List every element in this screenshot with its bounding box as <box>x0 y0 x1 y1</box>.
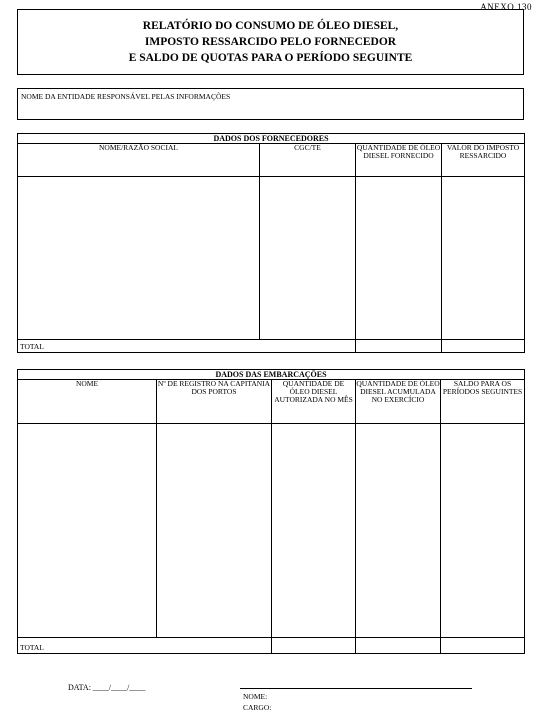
suppliers-table <box>17 133 525 353</box>
suppliers-total-tax-cell[interactable] <box>442 340 525 353</box>
col-header-balance: SALDO PARA OS PERÍODOS SEGUINTES <box>441 380 525 424</box>
suppliers-name-cell[interactable] <box>18 177 260 340</box>
form-title <box>17 9 524 75</box>
suppliers-total-row <box>18 340 525 353</box>
vessels-name-cell[interactable] <box>18 424 157 638</box>
title-line-1: RELATÓRIO DO CONSUMO DE ÓLEO DIESEL, <box>142 20 399 32</box>
vessels-total-label: TOTAL <box>18 638 272 654</box>
suppliers-tax-cell[interactable] <box>442 177 525 340</box>
vessels-authorized-cell[interactable] <box>272 424 356 638</box>
vessels-balance-cell[interactable] <box>441 424 525 638</box>
title-line-3: E SALDO DE QUOTAS PARA O PERÍODO SEGUINTE <box>128 52 413 64</box>
suppliers-cgc-cell[interactable] <box>260 177 356 340</box>
title-line-2: IMPOSTO RESSARCIDO PELO FORNECEDOR <box>144 36 397 48</box>
signer-role-label: CARGO: <box>243 703 272 712</box>
vessels-section-title: DADOS DAS EMBARCAÇÕES <box>18 370 525 380</box>
col-header-cgc: CGC/TE <box>260 144 356 177</box>
vessels-total-authorized-cell[interactable] <box>272 638 356 654</box>
suppliers-total-label: TOTAL <box>18 340 356 353</box>
annex-number: ANEXO 130 <box>480 2 532 12</box>
col-header-vessel-name: NOME <box>18 380 157 424</box>
suppliers-section-title: DADOS DOS FORNECEDORES <box>18 134 525 144</box>
vessels-total-balance-cell[interactable] <box>441 638 525 654</box>
vessels-accumulated-cell[interactable] <box>356 424 441 638</box>
signature-line[interactable] <box>240 688 472 689</box>
suppliers-diesel-cell[interactable] <box>356 177 442 340</box>
vessels-total-accumulated-cell[interactable] <box>356 638 441 654</box>
entity-name-field[interactable] <box>17 88 524 120</box>
col-header-diesel-supplied: QUANTIDADE DE ÓLEO DIESEL FORNECIDO <box>356 144 442 177</box>
suppliers-total-diesel-cell[interactable] <box>356 340 442 353</box>
col-header-tax-refund: VALOR DO IMPOSTO RESSARCIDO <box>442 144 525 177</box>
vessels-entry-row <box>18 424 525 638</box>
vessels-registry-cell[interactable] <box>157 424 272 638</box>
col-header-diesel-authorized: QUANTIDADE DE ÓLEO DIESEL AUTORIZADA NO MÊS <box>272 380 356 424</box>
suppliers-entry-row <box>18 177 525 340</box>
vessels-total-row <box>18 638 525 654</box>
signer-name-label: NOME: <box>243 692 268 701</box>
col-header-diesel-accumulated: QUANTIDADE DE ÓLEO DIESEL ACUMULADA NO EXERCÍCIO <box>356 380 441 424</box>
col-header-name: NOME/RAZÃO SOCIAL <box>18 144 260 177</box>
col-header-registry: Nº DE REGISTRO NA CAPITANIA DOS PORTOS <box>157 380 272 424</box>
entity-name-label: NOME DA ENTIDADE RESPONSÁVEL PELAS INFORMAÇÕES <box>21 92 231 101</box>
date-field[interactable]: DATA: ____/____/____ <box>68 683 146 692</box>
vessels-table <box>17 369 525 654</box>
